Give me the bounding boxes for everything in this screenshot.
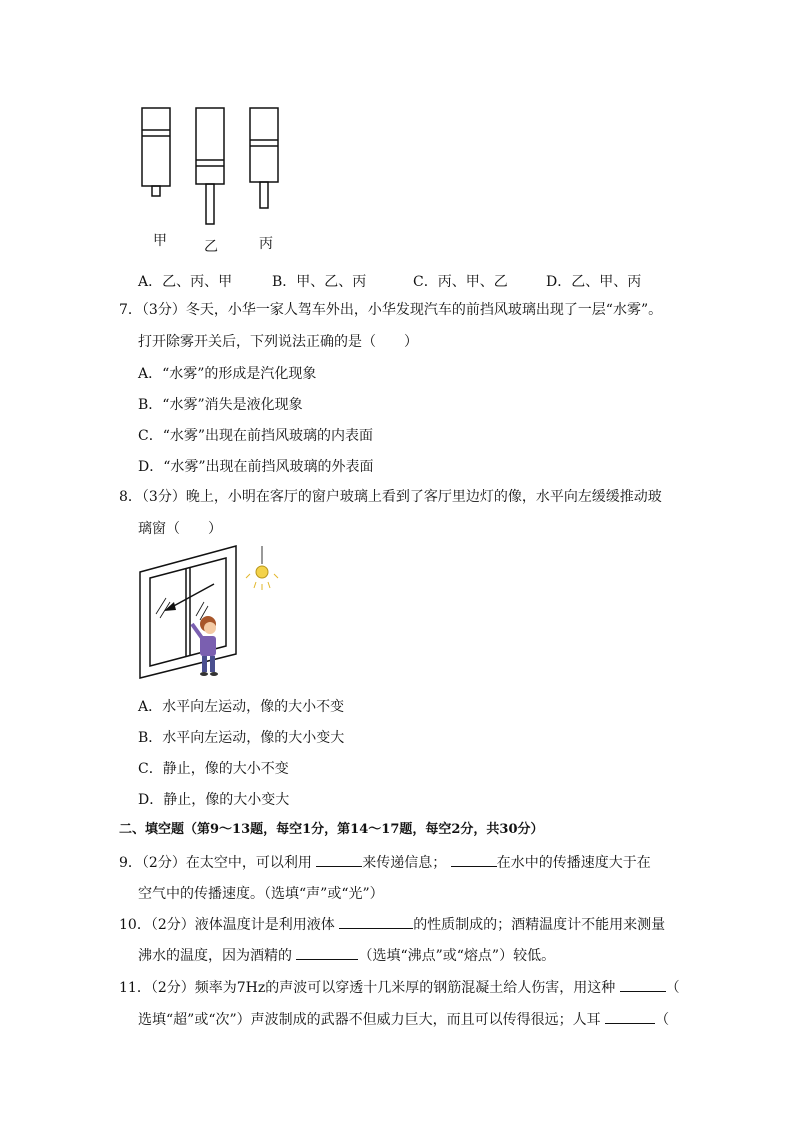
section-heading: 二、填空题（第9～13题，每空1分，第14～17题，每空2分，共30分） xyxy=(119,822,544,837)
q9-line1 xyxy=(119,852,651,873)
window-figure xyxy=(136,544,286,684)
q11-text-3: 选填“超”或“次”）声波制成的武器不但威力巨大，而且可以传得很远；人耳 xyxy=(138,1012,601,1028)
q11-text-4: （ xyxy=(655,1012,670,1028)
q8-option-a: A．水平向左运动，像的大小不变 xyxy=(138,699,345,715)
q10-text-2: 的性质制成的；酒精温度计不能用来测量 xyxy=(413,917,666,933)
q6-option-b: B．甲、乙、丙 xyxy=(272,274,367,290)
q8-option-d: D．静止，像的大小变大 xyxy=(138,792,290,808)
q10-blank-1 xyxy=(339,914,413,929)
q8-option-c: C．静止，像的大小不变 xyxy=(138,761,289,777)
q10-line1 xyxy=(119,914,665,935)
syringe-jia xyxy=(142,108,170,196)
q11-text-2: （ xyxy=(665,980,680,996)
q8-option-b: B．水平向左运动，像的大小变大 xyxy=(138,730,345,746)
q8-stem-line1: 8．（3分）晚上，小明在客厅的窗户玻璃上看到了客厅里边灯的像，水平向左缓缓推动玻 xyxy=(119,489,662,505)
q9-blank-2 xyxy=(451,852,497,867)
q10-line2 xyxy=(138,945,555,965)
q11-line2 xyxy=(138,1009,669,1029)
q6-option-a: A．乙、丙、甲 xyxy=(138,274,233,290)
fig-label-yi: 乙 xyxy=(204,239,218,255)
q8-stem-line2: 璃窗（ ） xyxy=(138,521,222,537)
q10-text-3: 沸水的温度，因为酒精的 xyxy=(138,948,292,964)
q9-line2: 空气中的传播速度。（选填“声”或“光”） xyxy=(138,886,384,902)
q9-text-1: 9．（2分）在太空中，可以利用 xyxy=(119,855,312,871)
q7-option-c: C．“水雾”出现在前挡风玻璃的内表面 xyxy=(138,428,374,444)
q11-blank-2 xyxy=(605,1009,655,1024)
q7-option-a: A．“水雾”的形成是汽化现象 xyxy=(138,366,317,382)
q6-option-c: C．丙、甲、乙 xyxy=(413,274,508,290)
q10-text-1: 10．（2分）液体温度计是利用液体 xyxy=(119,917,335,933)
q11-text-1: 11．（2分）频率为7Hz的声波可以穿透十几米厚的钢筋混凝土给人伤害，用这种 xyxy=(119,980,616,996)
q11-line1 xyxy=(119,977,680,998)
q11-blank-1 xyxy=(620,977,666,992)
q6-option-d: D．乙、甲、丙 xyxy=(546,274,642,290)
q7-option-b: B．“水雾”消失是液化现象 xyxy=(138,397,303,413)
fig-label-bing: 丙 xyxy=(259,236,273,252)
q7-option-d: D．“水雾”出现在前挡风玻璃的外表面 xyxy=(138,459,374,475)
syringe-bing xyxy=(250,108,278,208)
fig-label-jia: 甲 xyxy=(153,233,167,249)
q7-stem-line1: 7．（3分）冬天，小华一家人驾车外出，小华发现汽车的前挡风玻璃出现了一层“水雾”。 xyxy=(119,302,663,318)
q9-text-3: 在水中的传播速度大于在 xyxy=(496,855,651,871)
q10-text-4: （选填“沸点”或“熔点”）较低。 xyxy=(358,948,556,964)
q7-stem-line2: 打开除雾开关后，下列说法正确的是（ ） xyxy=(138,334,418,350)
syringe-yi xyxy=(196,108,224,224)
q10-blank-2 xyxy=(296,945,358,960)
q9-text-2: 来传递信息； xyxy=(362,855,447,871)
q9-blank-1 xyxy=(316,852,362,867)
